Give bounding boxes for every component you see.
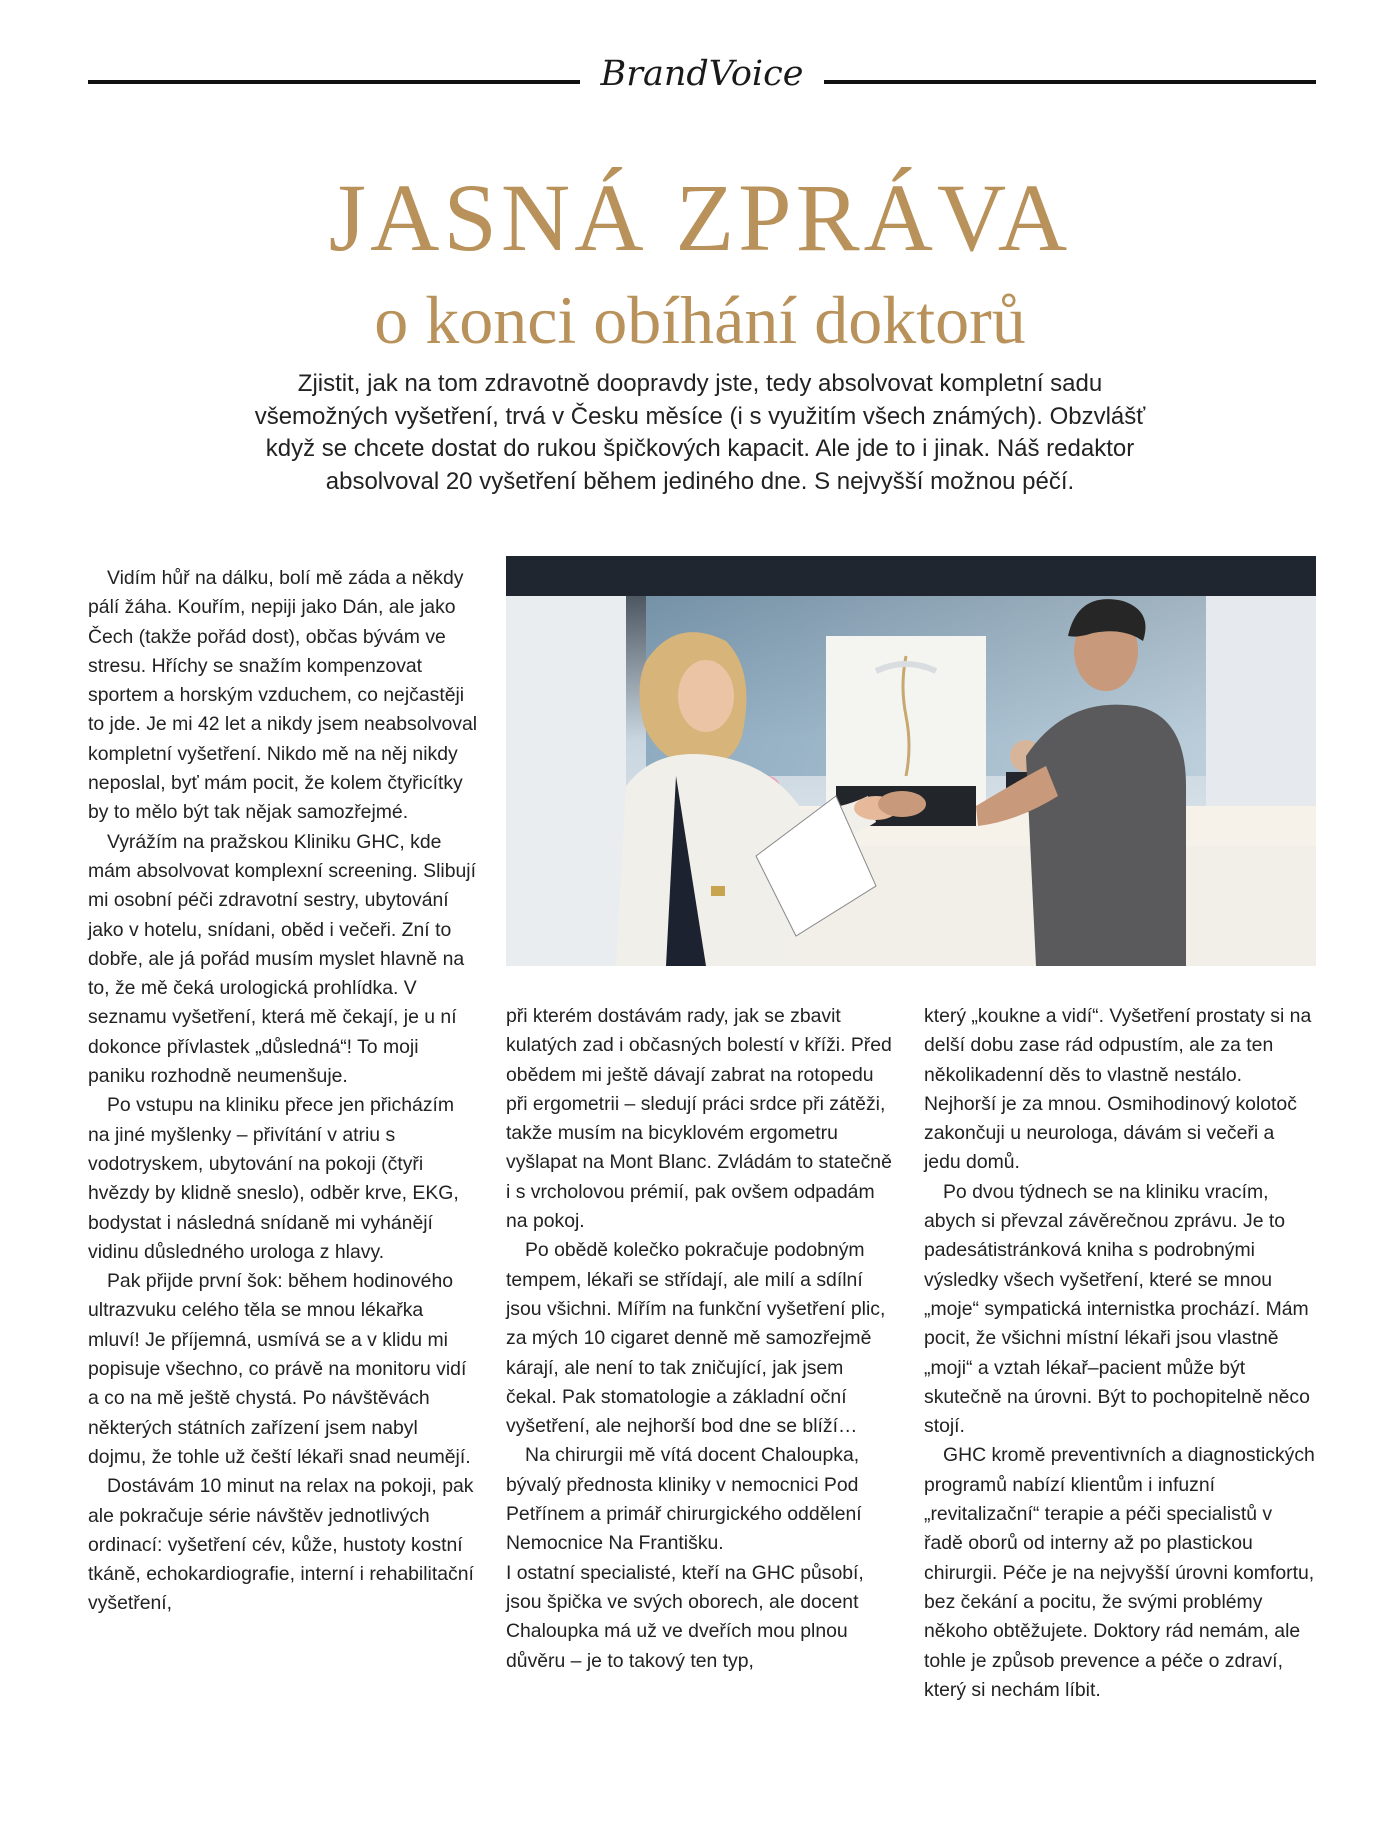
paragraph: I ostatní specialisté, kteří na GHC působí, jsou špička ve svých oborech, ale docent Chaloupka má už ve dveřích mou plnou důvěru – je to takový ten typ, xyxy=(506,1561,864,1672)
lead-paragraph: Zjistit, jak na tom zdravotně doopravdy jste, tedy absolvovat kompletní sadu všemožných vyšetření, trvá v Česku měsíce (i s využitím všech známých). Obzvlášť když se chcete dostat do rukou špičkových kapacit. Ale jde to i jinak. Náš redaktor absolvoval 20 vyšetření během jediného dne. S nejvyšší možnou péčí. xyxy=(254,370,1146,495)
handshake-photo-illustration xyxy=(506,556,1316,966)
paragraph: Dostávám 10 minut na relax na pokoji, pak ale pokračuje série návštěv jednotlivých ordinací: vyšetření cév, kůže, hustoty kostní tkáně, echokardiografie, interní i rehabilitační vyšetření, xyxy=(88,1475,474,1615)
paragraph: Po dvou týdnech se na kliniku vracím, abych si převzal závěrečnou zprávu. Je to padesátistránková kniha s podrobnými výsledky všech vyšetření, které se mnou „moje“ sympatická internistka prochází. Mám pocit, že všichni místní lékaři jsou vlastně „moji“ a vztah lékař–pacient může být skutečně na úrovni. Být to pochopitelně něco stojí. xyxy=(924,1180,1310,1438)
article-column-3 xyxy=(924,1002,1316,1705)
paragraph: Po obědě kolečko pokračuje podobným tempem, lékaři se střídají, ale milí a sdílní jsou všichni. Mířím na funkční vyšetření plic, za mých 10 cigaret denně mě samozřejmě kárají, ale není to tak zničující, jak jsem čekal. Pak stomatologie a základní oční vyšetření, ale nejhorší bod dne se blíží… xyxy=(506,1239,886,1438)
brandvoice-header xyxy=(88,54,1316,104)
paragraph: Vyrážím na pražskou Kliniku GHC, kde mám absolvovat komplexní screening. Slibují mi osobní péči zdravotní sestry, ubytování jako v hotelu, snídani, oběd i večeři. Zní to dobře, ale já pořád musím myslet hlavně na to, že mě čeká urologická prohlídka. V seznamu vyšetření, která mě čekají, je u ní dokonce přívlastek „důsledná“! To moji paniku rozhodně neumenšuje. xyxy=(88,830,476,1088)
paragraph: GHC kromě preventivních a diagnostických programů nabízí klientům i infuzní „revitalizační“ terapie a péči specialistů v řadě oborů od interny až po plastickou chirurgii. Péče je na nejvyšší úrovni komfortu, bez čekání a pocitu, že svými problémy někoho obtěžujete. Doktory rád nemám, ale tohle je způsob prevence a péče o zdraví, který si nechám líbit. xyxy=(924,1444,1315,1701)
paragraph: Na chirurgii mě vítá docent Chaloupka, bývalý přednosta kliniky v nemocnici Pod Petřínem a primář chirurgického oddělení Nemocnice Na Františku. xyxy=(506,1444,862,1555)
article-column-1 xyxy=(88,564,480,1619)
brand-label: BrandVoice xyxy=(600,54,804,94)
article-column-2 xyxy=(506,1002,898,1676)
headline-main: JASNÁ ZPRÁVA xyxy=(328,164,1072,271)
paragraph: který „koukne a vidí“. Vyšetření prostaty si na delší dobu zase rád odpustím, ale za ten několikadenní děs to vlastně nestálo. Nejhorší je za mnou. Osmihodinový kolotoč zakončuji u neurologa, dávám si večeři a jedu domů. xyxy=(924,1005,1312,1174)
headline-sub: o konci obíhání doktorů xyxy=(374,282,1026,358)
paragraph: při kterém dostávám rady, jak se zbavit kulatých zad i občasných bolestí v kříži. Před obědem mi ještě dávají zabrat na rotopedu při ergometrii – sledují práci srdce při zátěži, takže musím na bicyklovém ergometru vyšlapat na Mont Blanc. Zvládám to statečně i s vrcholovou prémií, pak ovšem odpadám na pokoj. xyxy=(506,1005,892,1233)
paragraph: Po vstupu na kliniku přece jen přicházím na jiné myšlenky – přivítání v atriu s vodotryskem, ubytování na pokoji (čtyři hvězdy by klidně sneslo), odběr krve, EKG, bodystat i následná snídaně mi vyhánějí vidinu důsledného urologa z hlavy. xyxy=(88,1094,459,1263)
header-rule-right xyxy=(824,80,1316,84)
handshake-photo xyxy=(506,556,1316,966)
paragraph: Pak přijde první šok: během hodinového ultrazvuku celého těla se mnou lékařka mluví! Je příjemná, usmívá se a v klidu mi popisuje všechno, co právě na monitoru vidí a co na mě ještě chystá. Po návštěvách některých státních zařízení jsem nabyl dojmu, že tohle už čeští lékaři snad neumějí. xyxy=(88,1270,471,1468)
paragraph: Vidím hůř na dálku, bolí mě záda a někdy pálí žáha. Kouřím, nepiji jako Dán, ale jako Čech (takže pořád dost), občas bývám ve stresu. Hříchy se snažím kompenzovat sportem a horským vzduchem, co nejčastěji to jde. Je mi 42 let a nikdy jsem neabsolvoval kompletní vyšetření. Nikdo mě na něj nikdy neposlal, byť mám pocit, že kolem čtyřicítky by to mělo být tak nějak samozřejmé. xyxy=(88,567,478,824)
